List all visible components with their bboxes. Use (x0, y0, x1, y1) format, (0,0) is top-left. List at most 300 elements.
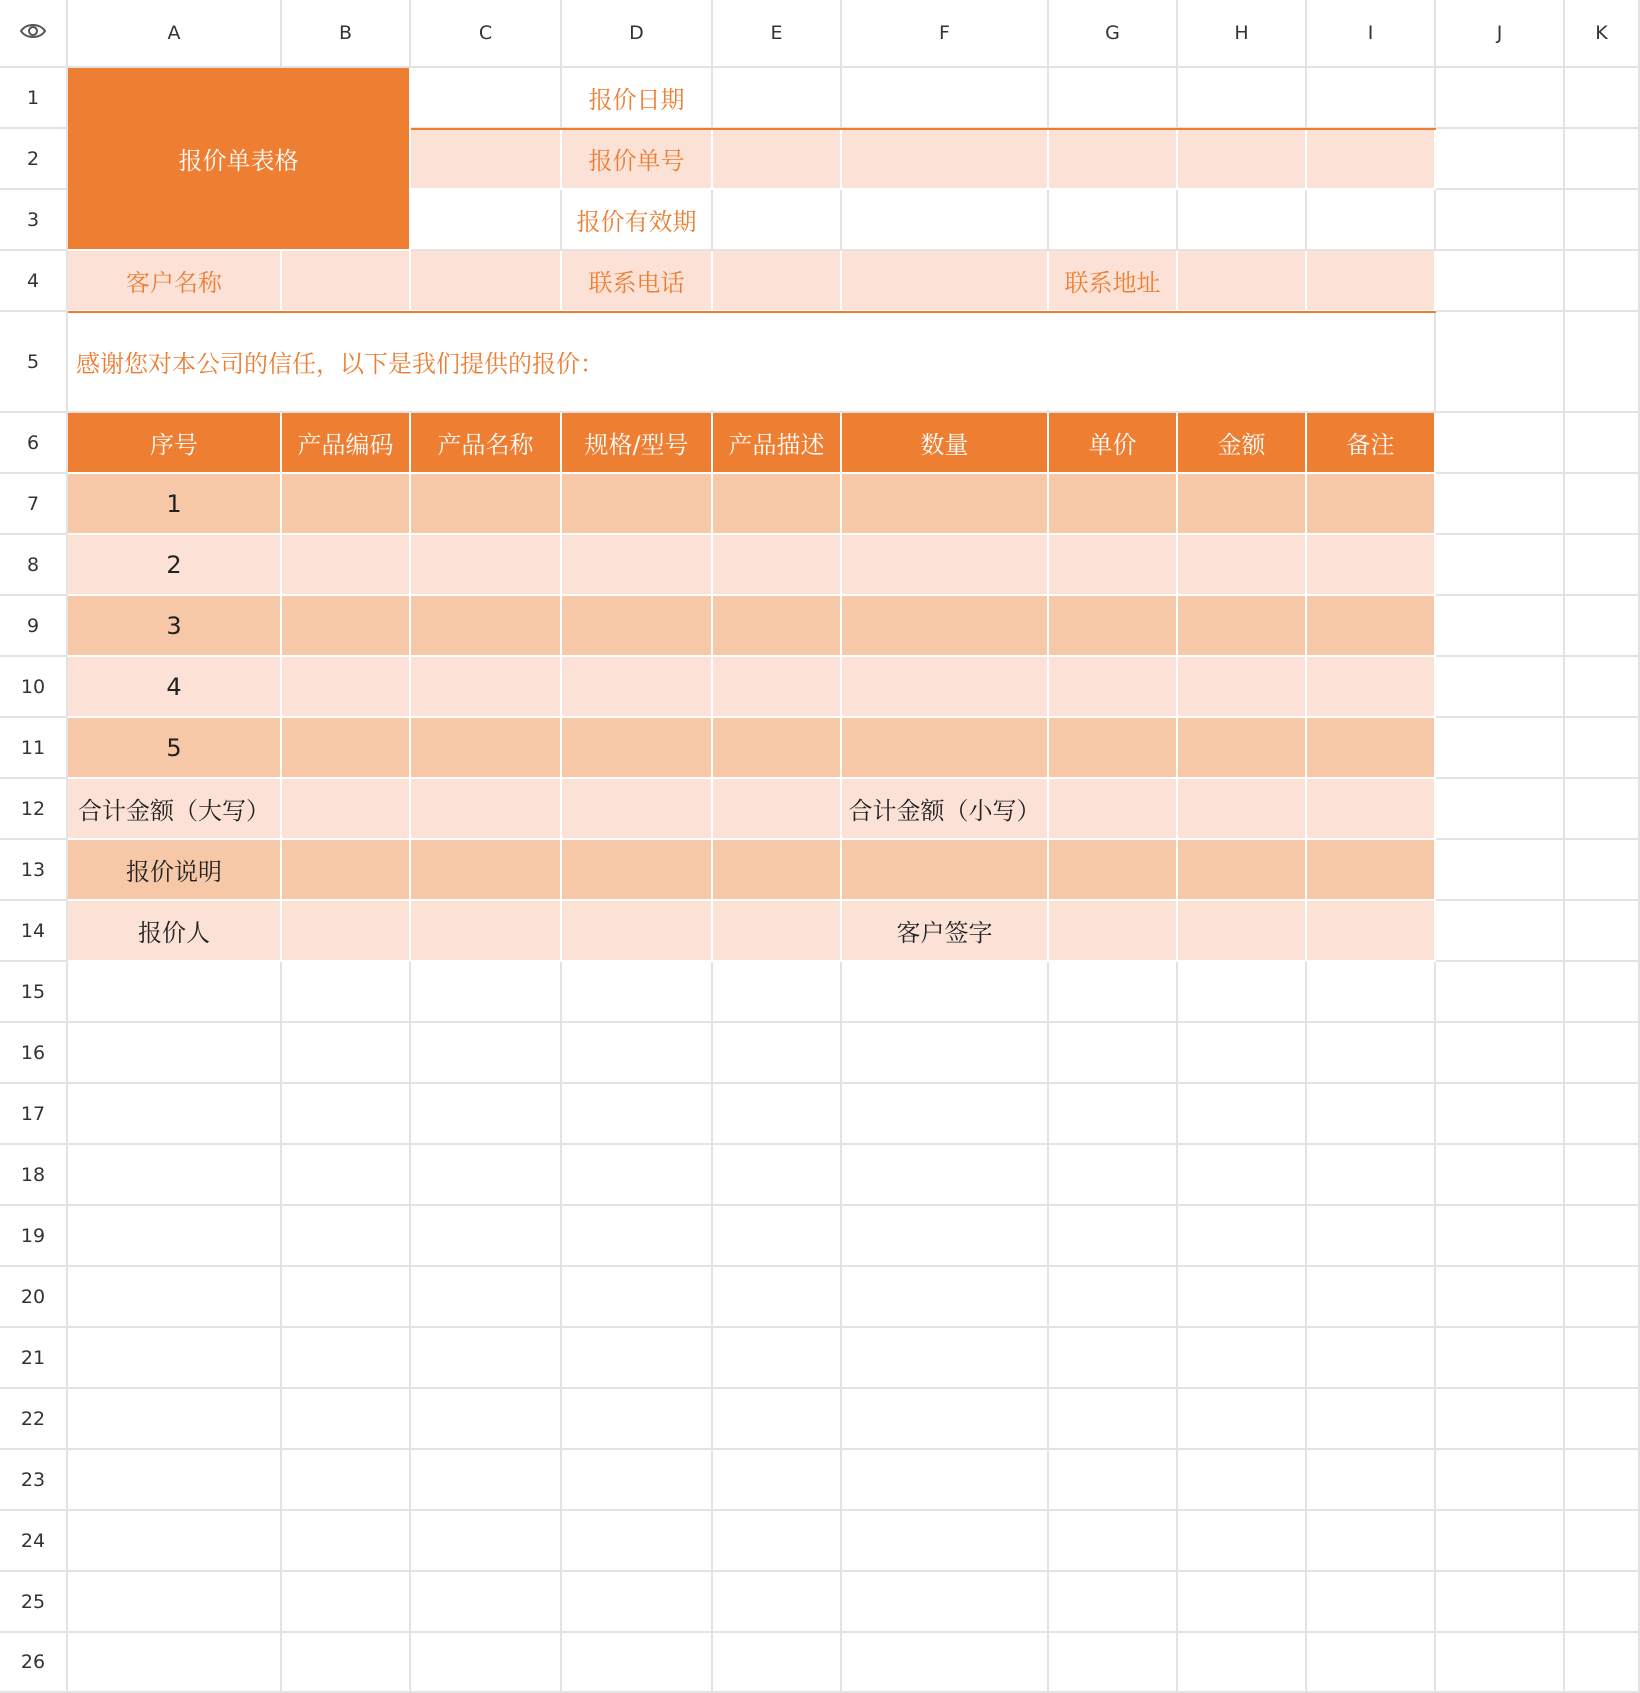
grid-cell[interactable] (1436, 474, 1565, 535)
row-header-15[interactable]: 15 (0, 962, 68, 1023)
grid-cell[interactable] (1307, 1267, 1436, 1328)
item-cell[interactable] (1178, 657, 1307, 718)
grid-cell[interactable] (411, 1328, 562, 1389)
row-header-26[interactable]: 26 (0, 1633, 68, 1693)
phone-cell[interactable] (713, 251, 842, 312)
quote-notes-cell[interactable] (713, 840, 842, 901)
item-cell[interactable] (1049, 657, 1178, 718)
item-cell[interactable] (562, 596, 713, 657)
grid-cell[interactable] (1307, 962, 1436, 1023)
address-cell[interactable] (1178, 251, 1307, 312)
grid-cell[interactable] (713, 1267, 842, 1328)
item-number[interactable]: 3 (68, 596, 282, 657)
grid-cell[interactable] (842, 1511, 1049, 1572)
quoter-cell[interactable] (562, 901, 713, 962)
grid-cell[interactable] (1178, 1206, 1307, 1267)
grid-cell[interactable] (1436, 901, 1565, 962)
row-header-24[interactable]: 24 (0, 1511, 68, 1572)
grid-cell[interactable] (1565, 129, 1640, 190)
grid-cell[interactable] (713, 1450, 842, 1511)
row-header-17[interactable]: 17 (0, 1084, 68, 1145)
quote-notes-cell[interactable] (1178, 840, 1307, 901)
validity-cell[interactable] (1049, 190, 1178, 251)
table-header-cell: 产品描述 (713, 413, 842, 474)
grid-cell[interactable] (1307, 1084, 1436, 1145)
grid-cell[interactable] (842, 962, 1049, 1023)
grid-cell[interactable] (1565, 251, 1640, 312)
grid-cell[interactable] (713, 1084, 842, 1145)
grid-cell[interactable] (68, 1206, 282, 1267)
item-number[interactable]: 4 (68, 657, 282, 718)
item-cell[interactable] (562, 718, 713, 779)
grid-cell[interactable] (1436, 535, 1565, 596)
grid-cell[interactable] (1049, 1450, 1178, 1511)
column-header-e[interactable]: E (713, 0, 842, 68)
row-header-21[interactable]: 21 (0, 1328, 68, 1389)
grid-cell[interactable] (1436, 1389, 1565, 1450)
grid-cell[interactable] (842, 1450, 1049, 1511)
row-header-5[interactable]: 5 (0, 312, 68, 413)
grid-cell[interactable] (411, 1145, 562, 1206)
grid-cell[interactable] (1307, 1206, 1436, 1267)
grid-cell[interactable] (68, 1145, 282, 1206)
grid-cell[interactable] (1178, 962, 1307, 1023)
item-cell[interactable] (1178, 596, 1307, 657)
item-cell[interactable] (411, 718, 562, 779)
grid-cell[interactable] (1565, 535, 1640, 596)
row-header-3[interactable]: 3 (0, 190, 68, 251)
item-cell[interactable] (1178, 718, 1307, 779)
item-cell[interactable] (282, 535, 411, 596)
eye-icon[interactable] (19, 21, 47, 45)
grid-cell[interactable] (411, 1511, 562, 1572)
item-cell[interactable] (562, 474, 713, 535)
grid-cell[interactable] (1307, 1328, 1436, 1389)
column-header-a[interactable]: A (68, 0, 282, 68)
total-lower-cell[interactable] (1178, 779, 1307, 840)
grid-cell[interactable] (713, 1328, 842, 1389)
grid-cell[interactable] (1565, 413, 1640, 474)
item-cell[interactable] (1049, 718, 1178, 779)
row-header-11[interactable]: 11 (0, 718, 68, 779)
item-cell[interactable] (1049, 596, 1178, 657)
quote-notes-cell[interactable] (1049, 840, 1178, 901)
row-header-8[interactable]: 8 (0, 535, 68, 596)
quote-date-cell[interactable] (1307, 68, 1436, 129)
grid-cell[interactable] (411, 1023, 562, 1084)
grid-cell[interactable] (282, 1145, 411, 1206)
grid-cell[interactable] (1049, 1084, 1178, 1145)
grid-cell[interactable] (1436, 596, 1565, 657)
row-header-18[interactable]: 18 (0, 1145, 68, 1206)
grid-cell[interactable] (713, 1145, 842, 1206)
grid-cell[interactable] (1178, 1023, 1307, 1084)
item-cell[interactable] (842, 474, 1049, 535)
item-cell[interactable] (1307, 535, 1436, 596)
item-cell[interactable] (562, 657, 713, 718)
grid-cell[interactable] (1049, 1328, 1178, 1389)
quote-date-cell[interactable] (842, 68, 1049, 129)
grid-cell[interactable] (68, 1572, 282, 1633)
row-header-19[interactable]: 19 (0, 1206, 68, 1267)
item-cell[interactable] (1049, 474, 1178, 535)
select-all-corner[interactable] (0, 0, 68, 68)
grid-cell[interactable] (1178, 1267, 1307, 1328)
item-cell[interactable] (842, 596, 1049, 657)
grid-cell[interactable] (1436, 1206, 1565, 1267)
quote-number-label: 报价单号 (562, 129, 713, 190)
grid-cell[interactable] (1436, 657, 1565, 718)
grid-cell[interactable] (713, 1389, 842, 1450)
grid-cell[interactable] (1178, 1084, 1307, 1145)
grid-cell[interactable] (68, 1023, 282, 1084)
validity-cell[interactable] (842, 190, 1049, 251)
grid-cell[interactable] (1565, 1389, 1640, 1450)
grid-cell[interactable] (842, 1084, 1049, 1145)
total-upper-cell[interactable] (282, 779, 411, 840)
grid-cell[interactable] (68, 1328, 282, 1389)
item-cell[interactable] (282, 474, 411, 535)
grid-cell[interactable] (1049, 962, 1178, 1023)
item-cell[interactable] (1307, 474, 1436, 535)
table-header-cell: 数量 (842, 413, 1049, 474)
grid-cell[interactable] (1307, 1389, 1436, 1450)
grid-cell[interactable] (1049, 1572, 1178, 1633)
quote-number-cell[interactable] (1049, 129, 1178, 190)
grid-cell[interactable] (842, 1206, 1049, 1267)
item-cell[interactable] (713, 596, 842, 657)
grid-cell[interactable] (1565, 1206, 1640, 1267)
validity-cell[interactable] (713, 190, 842, 251)
customer-sign-cell[interactable] (1178, 901, 1307, 962)
address-cell[interactable] (1307, 251, 1436, 312)
grid-cell[interactable] (1565, 474, 1640, 535)
grid-cell[interactable] (1436, 718, 1565, 779)
grid-cell[interactable] (562, 1511, 713, 1572)
grid-cell[interactable] (1565, 779, 1640, 840)
item-cell[interactable] (842, 535, 1049, 596)
grid-cell[interactable] (1049, 1633, 1178, 1693)
grid-cell[interactable] (713, 1572, 842, 1633)
column-header-j[interactable]: J (1436, 0, 1565, 68)
grid-cell[interactable] (1565, 1633, 1640, 1693)
grid-cell[interactable] (1565, 840, 1640, 901)
item-number[interactable]: 2 (68, 535, 282, 596)
quote-date-cell[interactable] (1178, 68, 1307, 129)
grid-cell[interactable] (411, 1389, 562, 1450)
item-cell[interactable] (713, 474, 842, 535)
item-cell[interactable] (713, 718, 842, 779)
row-header-13[interactable]: 13 (0, 840, 68, 901)
grid-cell[interactable] (1436, 129, 1565, 190)
grid-cell[interactable] (1049, 1389, 1178, 1450)
item-cell[interactable] (842, 657, 1049, 718)
grid-cell[interactable] (842, 1328, 1049, 1389)
phone-label: 联系电话 (562, 251, 713, 312)
validity-cell[interactable] (1178, 190, 1307, 251)
row-header-22[interactable]: 22 (0, 1389, 68, 1450)
item-cell[interactable] (1178, 474, 1307, 535)
row-header-9[interactable]: 9 (0, 596, 68, 657)
quote-number-cell[interactable] (842, 129, 1049, 190)
quoter-cell[interactable] (411, 901, 562, 962)
grid-cell[interactable] (1436, 1084, 1565, 1145)
thanks-note: 感谢您对本公司的信任，以下是我们提供的报价： (68, 312, 1436, 413)
table-header-cell: 产品名称 (411, 413, 562, 474)
grid-cell[interactable] (1178, 1450, 1307, 1511)
grid-cell[interactable] (1049, 1267, 1178, 1328)
grid-cell[interactable] (1565, 190, 1640, 251)
grid-cell[interactable] (1178, 1572, 1307, 1633)
item-number[interactable]: 5 (68, 718, 282, 779)
grid-cell[interactable] (1436, 962, 1565, 1023)
item-number[interactable]: 1 (68, 474, 282, 535)
grid-cell[interactable] (1565, 901, 1640, 962)
item-cell[interactable] (411, 474, 562, 535)
grid-cell[interactable] (68, 1389, 282, 1450)
grid-cell[interactable] (411, 1450, 562, 1511)
grid-cell[interactable] (68, 1633, 282, 1693)
customer-sign-cell[interactable] (1049, 901, 1178, 962)
column-header-k[interactable]: K (1565, 0, 1640, 68)
grid-cell[interactable] (1565, 1145, 1640, 1206)
grid-cell[interactable] (1565, 1511, 1640, 1572)
grid-cell[interactable] (1436, 190, 1565, 251)
item-cell[interactable] (1307, 596, 1436, 657)
grid-cell[interactable] (1565, 596, 1640, 657)
grid-cell[interactable] (1565, 68, 1640, 129)
sheet-title[interactable]: 报价单表格 (68, 68, 411, 251)
column-header-f[interactable]: F (842, 0, 1049, 68)
item-cell[interactable] (282, 657, 411, 718)
grid-cell[interactable] (562, 1023, 713, 1084)
grid-cell[interactable] (562, 1206, 713, 1267)
grid-cell[interactable] (411, 1084, 562, 1145)
item-cell[interactable] (411, 535, 562, 596)
grid-cell[interactable] (1178, 1511, 1307, 1572)
item-cell[interactable] (713, 535, 842, 596)
grid-cell[interactable] (1049, 1206, 1178, 1267)
grid-cell[interactable] (1565, 1023, 1640, 1084)
grid-cell[interactable] (411, 1267, 562, 1328)
grid-cell[interactable] (68, 962, 282, 1023)
quote-notes-cell[interactable] (411, 840, 562, 901)
grid-cell[interactable] (1565, 718, 1640, 779)
grid-cell[interactable] (1436, 68, 1565, 129)
row-header-10[interactable]: 10 (0, 657, 68, 718)
grid-cell[interactable] (68, 1450, 282, 1511)
grid-cell[interactable] (1307, 1145, 1436, 1206)
item-cell[interactable] (411, 596, 562, 657)
grid-cell[interactable] (713, 1633, 842, 1693)
grid-cell[interactable] (1565, 312, 1640, 413)
grid-cell[interactable] (1049, 1023, 1178, 1084)
customer-name-cell[interactable] (411, 251, 562, 312)
item-cell[interactable] (1307, 718, 1436, 779)
quote-notes-cell[interactable] (562, 840, 713, 901)
total-upper-cell[interactable] (713, 779, 842, 840)
quote-number-cell[interactable] (713, 129, 842, 190)
column-header-c[interactable]: C (411, 0, 562, 68)
grid-cell[interactable] (411, 190, 562, 251)
grid-cell[interactable] (1307, 1450, 1436, 1511)
grid-cell[interactable] (1436, 1450, 1565, 1511)
total-upper-cell[interactable] (562, 779, 713, 840)
grid-cell[interactable] (842, 1572, 1049, 1633)
table-header-cell: 备注 (1307, 413, 1436, 474)
grid-cell[interactable] (842, 1267, 1049, 1328)
grid-cell[interactable] (1436, 1511, 1565, 1572)
grid-cell[interactable] (411, 68, 562, 129)
grid-cell[interactable] (1436, 1572, 1565, 1633)
grid-cell[interactable] (1049, 1145, 1178, 1206)
row-header-25[interactable]: 25 (0, 1572, 68, 1633)
grid-cell[interactable] (68, 1267, 282, 1328)
grid-cell[interactable] (842, 1023, 1049, 1084)
grid-cell[interactable] (562, 1084, 713, 1145)
item-cell[interactable] (1049, 535, 1178, 596)
quoter-cell[interactable] (282, 901, 411, 962)
grid-cell[interactable] (1436, 1145, 1565, 1206)
item-cell[interactable] (713, 657, 842, 718)
grid-cell[interactable] (1049, 1511, 1178, 1572)
grid-cell[interactable] (1565, 1267, 1640, 1328)
grid-cell[interactable] (282, 1023, 411, 1084)
grid-cell[interactable] (842, 1145, 1049, 1206)
grid-cell[interactable] (562, 1450, 713, 1511)
column-header-b[interactable]: B (282, 0, 411, 68)
grid-cell[interactable] (1307, 1633, 1436, 1693)
row-header-4[interactable]: 4 (0, 251, 68, 312)
grid-cell[interactable] (1307, 1023, 1436, 1084)
quote-date-cell[interactable] (1049, 68, 1178, 129)
grid-cell[interactable] (282, 1389, 411, 1450)
grid-cell[interactable] (1565, 962, 1640, 1023)
column-header-g[interactable]: G (1049, 0, 1178, 68)
grid-cell[interactable] (1565, 1328, 1640, 1389)
grid-cell[interactable] (1178, 1389, 1307, 1450)
grid-cell[interactable] (842, 1389, 1049, 1450)
grid-cell[interactable] (282, 1511, 411, 1572)
item-cell[interactable] (411, 657, 562, 718)
grid-cell[interactable] (282, 1206, 411, 1267)
customer-name-cell[interactable] (282, 251, 411, 312)
grid-cell[interactable] (1565, 1572, 1640, 1633)
item-cell[interactable] (282, 718, 411, 779)
grid-cell[interactable] (282, 1572, 411, 1633)
grid-cell[interactable] (411, 129, 562, 190)
grid-cell[interactable] (1565, 657, 1640, 718)
grid-cell[interactable] (562, 1572, 713, 1633)
item-cell[interactable] (1307, 657, 1436, 718)
grid-cell[interactable] (713, 1023, 842, 1084)
grid-cell[interactable] (713, 1511, 842, 1572)
grid-cell[interactable] (282, 1633, 411, 1693)
grid-cell[interactable] (1436, 1328, 1565, 1389)
total-lower-cell[interactable] (1049, 779, 1178, 840)
total-lower-cell[interactable] (1307, 779, 1436, 840)
grid-cell[interactable] (1436, 312, 1565, 413)
grid-cell[interactable] (68, 1084, 282, 1145)
quote-number-cell[interactable] (1178, 129, 1307, 190)
quote-notes-cell[interactable] (1307, 840, 1436, 901)
grid-cell[interactable] (282, 1450, 411, 1511)
item-cell[interactable] (562, 535, 713, 596)
row-header-16[interactable]: 16 (0, 1023, 68, 1084)
grid-cell[interactable] (842, 1633, 1049, 1693)
grid-cell[interactable] (1436, 251, 1565, 312)
grid-cell[interactable] (1436, 840, 1565, 901)
grid-cell[interactable] (562, 1267, 713, 1328)
row-header-12[interactable]: 12 (0, 779, 68, 840)
quote-notes-cell[interactable] (282, 840, 411, 901)
grid-cell[interactable] (1436, 1023, 1565, 1084)
item-cell[interactable] (282, 596, 411, 657)
grid-cell[interactable] (713, 962, 842, 1023)
grid-cell[interactable] (1178, 1328, 1307, 1389)
row-header-6[interactable]: 6 (0, 413, 68, 474)
grid-cell[interactable] (411, 1633, 562, 1693)
total-upper-cell[interactable] (411, 779, 562, 840)
row-header-1[interactable]: 1 (0, 68, 68, 129)
row-header-14[interactable]: 14 (0, 901, 68, 962)
border-line (411, 128, 1436, 130)
grid-cell[interactable] (1178, 1633, 1307, 1693)
grid-cell[interactable] (562, 1633, 713, 1693)
quoter-cell[interactable] (713, 901, 842, 962)
grid-cell[interactable] (1436, 413, 1565, 474)
grid-cell[interactable] (1436, 1267, 1565, 1328)
item-cell[interactable] (1178, 535, 1307, 596)
customer-sign-cell[interactable] (1307, 901, 1436, 962)
grid-cell[interactable] (282, 1328, 411, 1389)
grid-cell[interactable] (562, 1145, 713, 1206)
grid-cell[interactable] (282, 962, 411, 1023)
row-header-23[interactable]: 23 (0, 1450, 68, 1511)
grid-cell[interactable] (282, 1267, 411, 1328)
column-header-d[interactable]: D (562, 0, 713, 68)
grid-cell[interactable] (713, 1206, 842, 1267)
grid-cell[interactable] (562, 962, 713, 1023)
grid-cell[interactable] (1178, 1145, 1307, 1206)
validity-cell[interactable] (1307, 190, 1436, 251)
column-header-i[interactable]: I (1307, 0, 1436, 68)
grid-cell[interactable] (1307, 1572, 1436, 1633)
row-header-20[interactable]: 20 (0, 1267, 68, 1328)
grid-cell[interactable] (411, 1572, 562, 1633)
quote-notes-cell[interactable] (842, 840, 1049, 901)
grid-cell[interactable] (1436, 779, 1565, 840)
quote-number-cell[interactable] (1307, 129, 1436, 190)
grid-cell[interactable] (1307, 1511, 1436, 1572)
grid-cell[interactable] (282, 1084, 411, 1145)
grid-cell[interactable] (411, 962, 562, 1023)
total-lower-label: 合计金额（小写） (842, 779, 1049, 840)
grid-cell[interactable] (562, 1389, 713, 1450)
grid-cell[interactable] (1565, 1084, 1640, 1145)
grid-cell[interactable] (411, 1206, 562, 1267)
phone-cell[interactable] (842, 251, 1049, 312)
grid-cell[interactable] (68, 1511, 282, 1572)
grid-cell[interactable] (562, 1328, 713, 1389)
grid-cell[interactable] (1436, 1633, 1565, 1693)
row-header-7[interactable]: 7 (0, 474, 68, 535)
row-header-2[interactable]: 2 (0, 129, 68, 190)
quote-date-cell[interactable] (713, 68, 842, 129)
grid-cell[interactable] (1565, 1450, 1640, 1511)
item-cell[interactable] (842, 718, 1049, 779)
column-header-h[interactable]: H (1178, 0, 1307, 68)
